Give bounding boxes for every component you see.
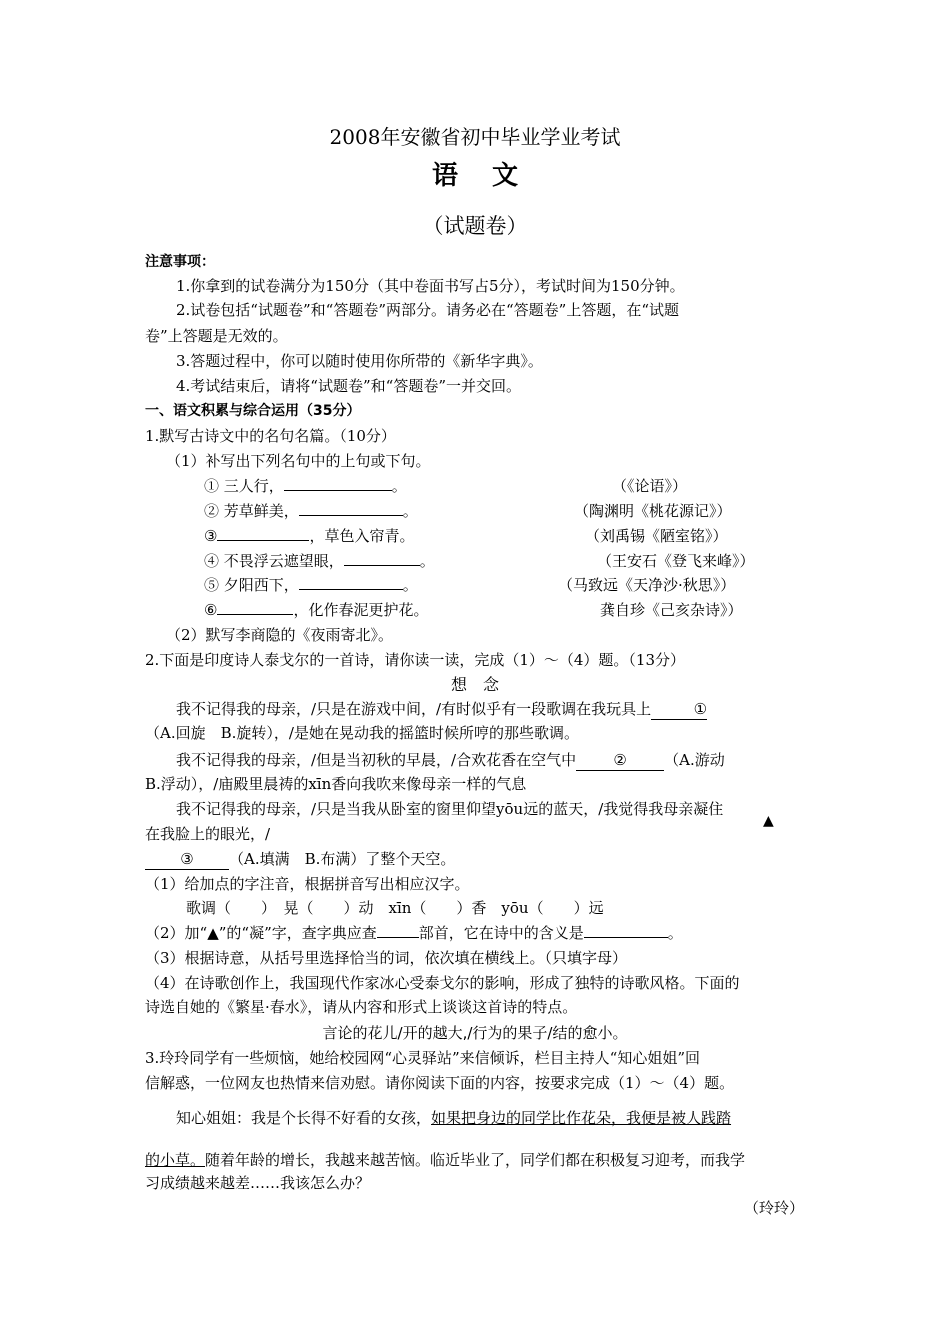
q1-sub1: （1）补写出下列名句中的上句或下句。 [166,452,431,470]
note-item: 1.你拿到的试卷满分为150分（其中卷面书写占5分），考试时间为150分钟。 [176,277,685,295]
poem-title: 想 念 [450,675,499,694]
q1-stem: 1.默写古诗文中的名句名篇。（10分） [145,427,396,445]
letter-line-2: 的小草。随着年龄的增长，我越来越苦恼。临近毕业了，同学们都在积极复习迎考，而我学 [145,1151,746,1169]
answer-blank[interactable] [344,551,420,566]
q1-line-3: ③ ，草色入帘青。 [204,527,415,545]
q2-sub4a: （4）在诗歌创作上，我国现代作家冰心受泰戈尔的影响，形成了独特的诗歌风格。下面的 [145,974,740,992]
note-item: 2.试卷包括“试题卷”和“答题卷”两部分。请务必在“答题卷”上答题，在“试题 [176,301,679,319]
q1-line-2: ② 芳草鲜美， 。 [204,502,418,520]
underlined-sentence: 如果把身边的同学比作花朵，我便是被人践踏 [431,1109,732,1127]
answer-blank[interactable] [584,923,668,938]
q3-stem-a: 3.玲玲同学有一些烦恼，她给校园网“心灵驿站”来信倾诉，栏目主持人“知心姐姐”回 [145,1049,700,1067]
poem-para-2b: B.浮动），/庙殿里晨祷的xīn香向我吹来像母亲一样的气息 [145,775,527,793]
bingxin-verse: 言论的花儿/开的越大,/行为的果子/结的愈小。 [322,1024,628,1042]
note-item: 3.答题过程中，你可以随时使用你所带的《新华字典》。 [176,352,543,370]
q1-source-2: （陶渊明《桃花源记》） [574,502,732,520]
q2-sub3: （3）根据诗意，从括号里选择恰当的词，依次填在横线上。（只填字母） [145,949,628,967]
poem-para-2a: 我不记得我的母亲，/但是当初秋的早晨，/合欢花香在空气中 ② （A.游动 [176,751,725,769]
letter-line-3: 习成绩越来越差……我该怎么办？ [145,1174,371,1192]
letter-line-1: 知心姐姐：我是个长得不好看的女孩，如果把身边的同学比作花朵，我便是被人践踏 [176,1109,732,1127]
q1-line-1: ① 三人行， 。 [204,477,407,495]
q1-sub2: （2）默写李商隐的《夜雨寄北》。 [166,626,394,644]
q1-source-6: 龚自珍《己亥杂诗》） [600,601,743,619]
q1-line-5: ⑤ 夕阳西下， 。 [204,576,418,594]
q2-stem: 2.下面是印度诗人泰戈尔的一首诗，请你读一读，完成（1）～（4）题。（13分） [145,651,685,669]
answer-blank-2[interactable]: ② [576,750,664,771]
answer-blank[interactable] [217,526,309,541]
subject-title: 语文 [431,161,552,191]
section1-heading: 一、语文积累与综合运用（35分） [145,403,361,419]
q1-source-3: （刘禹锡《陋室铭》） [585,527,728,545]
answer-blank-3[interactable]: ③ [145,849,229,870]
notes-heading: 注意事项： [145,254,215,270]
q1-source-5: （马致远《天净沙·秋思》） [558,576,736,594]
q2-sub2: （2）加“▲”的“凝”字，查字典应查 部首，它在诗中的含义是 。 [145,924,683,942]
poem-para-3c: ③ （A.填满 B.布满）了整个天空。 [145,849,455,870]
answer-blank[interactable] [299,575,403,590]
poem-para-3b: 在我脸上的眼光，/ [145,825,271,843]
paper-type: （试题卷） [422,214,528,238]
q2-sub4b: 诗选自她的《繁星·春水》，请从内容和形式上谈谈这首诗的特点。 [145,998,578,1016]
poem-para-1a: 我不记得我的母亲，/只是在游戏中间，/有时似乎有一段歌调在我玩具上 ① [176,700,708,718]
q1-line-6: ⑥ ，化作春泥更护花。 [204,601,429,619]
q1-source-4: （王安石《登飞来峰》） [597,552,755,570]
exam-title: 2008年安徽省初中毕业学业考试 [329,125,621,149]
q2-sub1-items: 歌调（ ） 晃（ ）动 xīn（ ）香 yōu（ ）远 [186,899,604,917]
q1-source-1: （《论语》） [612,477,688,495]
note-item: 4.考试结束后，请将“试题卷”和“答题卷”一并交回。 [176,377,521,395]
answer-blank[interactable] [377,923,419,938]
underlined-sentence: 的小草。 [145,1151,206,1169]
q2-sub1: （1）给加点的字注音，根据拼音写出相应汉字。 [145,875,470,893]
q1-line-4: ④ 不畏浮云遮望眼， 。 [204,552,435,570]
poem-para-1b: （A.回旋 B.旋转），/是她在晃动我的摇篮时候所哼的那些歌调。 [145,724,579,742]
answer-blank-1[interactable]: ① [651,699,707,720]
answer-blank[interactable] [299,501,403,516]
q3-stem-b: 信解惑，一位网友也热情来信劝慰。请你阅读下面的内容，按要求完成（1）～（4）题。 [145,1074,735,1092]
letter-signature: （玲玲） [744,1199,805,1217]
answer-blank[interactable] [284,476,392,491]
note-item: 卷”上答题是无效的。 [145,327,288,345]
answer-blank[interactable] [217,600,293,615]
poem-para-3a: 我不记得我的母亲，/只是当我从卧室的窗里仰望yōu远的蓝天，/我觉得我母亲凝住 [176,800,724,818]
triangle-mark-icon: ▲ [763,813,774,829]
